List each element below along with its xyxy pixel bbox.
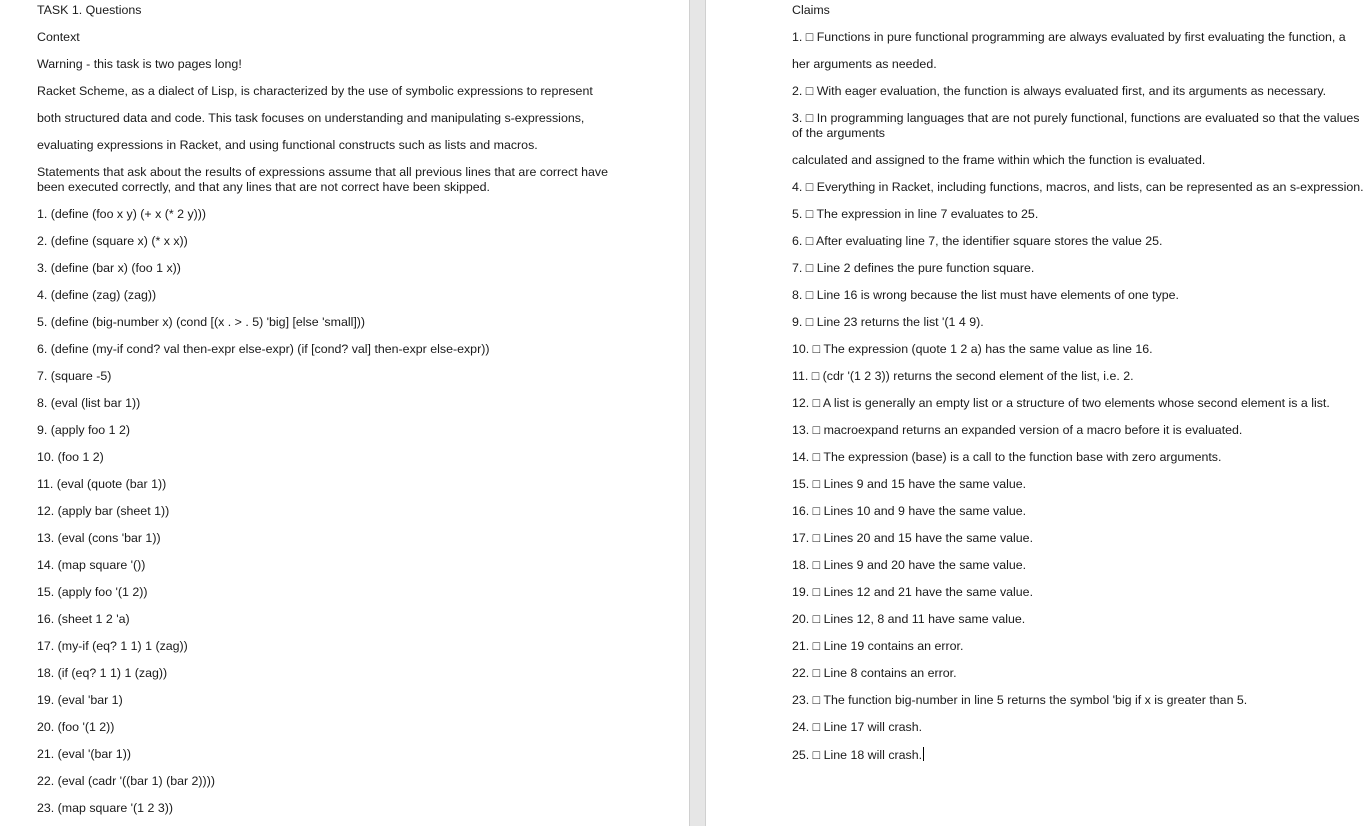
claim-item: 16. □ Lines 10 and 9 have the same value.	[792, 504, 1027, 518]
claim-item: 9. □ Line 23 returns the list '(1 4 9).	[792, 315, 984, 329]
code-line: 9. (apply foo 1 2)	[37, 423, 130, 437]
claim-item: 22. □ Line 8 contains an error.	[792, 666, 957, 680]
claims-list	[792, 180, 1362, 735]
code-line: 20. (foo '(1 2))	[37, 720, 115, 734]
code-line: 5. (define (big-number x) (cond [(x . > . 5) 'big] [else 'small]))	[37, 315, 366, 329]
task-title: TASK 1. Questions	[37, 3, 142, 17]
code-line: 3. (define (bar x) (foo 1 x))	[37, 261, 181, 275]
claim-item: 3. □ In programming languages that are not purely functional, functions are evaluated so that the values of the arguments	[792, 111, 1360, 140]
code-line: 2. (define (square x) (* x x))	[37, 234, 188, 248]
claim-item: 21. □ Line 19 contains an error.	[792, 639, 964, 653]
claim-item: 17. □ Lines 20 and 15 have the same value.	[792, 531, 1034, 545]
claim-item: 18. □ Lines 9 and 20 have the same value.	[792, 558, 1027, 572]
intro-line: evaluating expressions in Racket, and using functional constructs such as lists and macros.	[37, 138, 538, 152]
claim-item: 8. □ Line 16 is wrong because the list must have elements of one type.	[792, 288, 1179, 302]
code-line: 15. (apply foo '(1 2))	[37, 585, 148, 599]
claim-item: 13. □ macroexpand returns an expanded version of a macro before it is evaluated.	[792, 423, 1243, 437]
claims-heading: Claims	[792, 3, 830, 17]
document-page-right[interactable]	[706, 0, 1367, 826]
code-line: 16. (sheet 1 2 'a)	[37, 612, 130, 626]
claim-item: 20. □ Lines 12, 8 and 11 have same value.	[792, 612, 1026, 626]
code-line: 7. (square -5)	[37, 369, 112, 383]
page-right-content[interactable]	[792, 3, 1362, 775]
code-line: 19. (eval 'bar 1)	[37, 693, 123, 707]
intro-line: Racket Scheme, as a dialect of Lisp, is characterized by the use of symbolic expressions to represent	[37, 84, 593, 98]
page-left-content[interactable]	[37, 3, 657, 826]
warning-text: Warning - this task is two pages long!	[37, 57, 242, 71]
code-line: 14. (map square '())	[37, 558, 146, 572]
claim-item: 2. □ With eager evaluation, the function is always evaluated first, and its arguments as necessary.	[792, 84, 1327, 98]
code-line: 11. (eval (quote (bar 1))	[37, 477, 167, 491]
claim-item: 23. □ The function big-number in line 5 returns the symbol 'big if x is greater than 5.	[792, 693, 1248, 707]
code-line: 17. (my-if (eq? 1 1) 1 (zag))	[37, 639, 188, 653]
claim-item: 11. □ (cdr '(1 2 3)) returns the second element of the list, i.e. 2.	[792, 369, 1134, 383]
code-line: 10. (foo 1 2)	[37, 450, 104, 464]
code-line: 8. (eval (list bar 1))	[37, 396, 141, 410]
claim-item: 12. □ A list is generally an empty list or a structure of two elements whose second element is a list.	[792, 396, 1330, 410]
claim-item: 19. □ Lines 12 and 21 have the same value.	[792, 585, 1034, 599]
claim-item: 7. □ Line 2 defines the pure function square.	[792, 261, 1035, 275]
claim-item-continuation: her arguments as needed.	[792, 57, 937, 71]
code-line: 6. (define (my-if cond? val then-expr else-expr) (if [cond? val] then-expr else-expr))	[37, 342, 490, 356]
claim-item: 1. □ Functions in pure functional programming are always evaluated by first evaluating the function, a	[792, 30, 1346, 44]
statements-note: Statements that ask about the results of expressions assume that all previous lines that are correct have been executed correctly, and that any lines that are not correct have been skipped.	[37, 165, 608, 194]
page-gutter	[689, 0, 706, 826]
code-line: 22. (eval (cadr '((bar 1) (bar 2))))	[37, 774, 215, 788]
code-lines-list	[37, 207, 657, 816]
claim-item: 6. □ After evaluating line 7, the identifier square stores the value 25.	[792, 234, 1163, 248]
claim-item-continuation: calculated and assigned to the frame within which the function is evaluated.	[792, 153, 1206, 167]
claim-item: 5. □ The expression in line 7 evaluates to 25.	[792, 207, 1039, 221]
claim-item: 24. □ Line 17 will crash.	[792, 720, 923, 734]
claim-item-last[interactable]	[792, 747, 1362, 763]
code-line: 4. (define (zag) (zag))	[37, 288, 157, 302]
code-line: 21. (eval '(bar 1))	[37, 747, 131, 761]
code-line: 23. (map square '(1 2 3))	[37, 801, 173, 815]
claim-item: 14. □ The expression (base) is a call to the function base with zero arguments.	[792, 450, 1222, 464]
intro-line: both structured data and code. This task focuses on understanding and manipulating s-expressions,	[37, 111, 585, 125]
claim-last-text: 25. □ Line 18 will crash.	[792, 748, 923, 762]
claim-item: 4. □ Everything in Racket, including functions, macros, and lists, can be represented as an s-expression.	[792, 180, 1364, 194]
code-line: 1. (define (foo x y) (+ x (* 2 y)))	[37, 207, 207, 221]
code-line: 12. (apply bar (sheet 1))	[37, 504, 170, 518]
context-heading: Context	[37, 30, 80, 44]
claim-item: 10. □ The expression (quote 1 2 a) has the same value as line 16.	[792, 342, 1153, 356]
code-line: 13. (eval (cons 'bar 1))	[37, 531, 161, 545]
text-cursor	[923, 747, 924, 761]
code-line: 18. (if (eq? 1 1) 1 (zag))	[37, 666, 168, 680]
claim-item: 15. □ Lines 9 and 15 have the same value.	[792, 477, 1027, 491]
